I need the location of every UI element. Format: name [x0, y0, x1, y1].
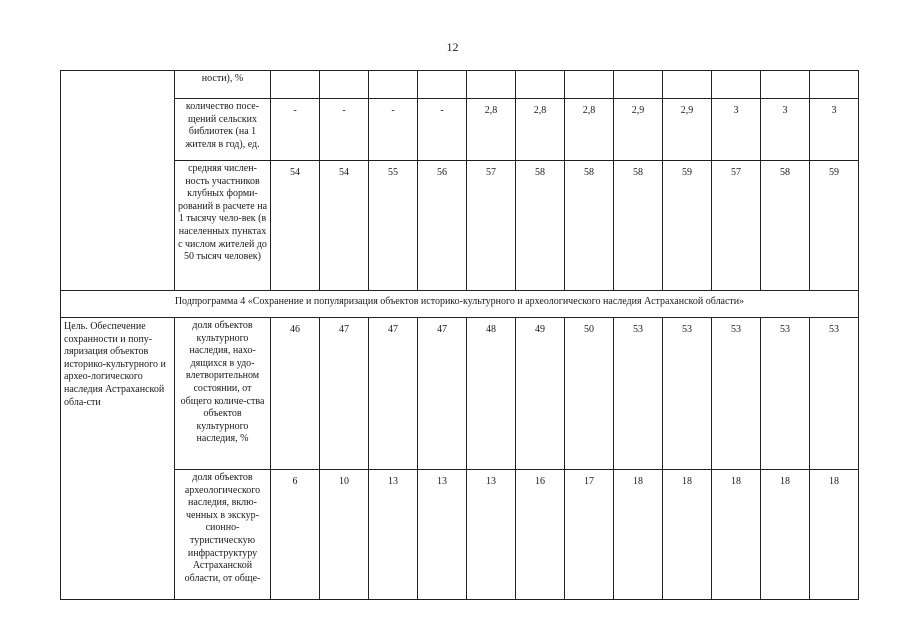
value-cell: 2,9	[614, 99, 663, 161]
value-cell: 2,8	[467, 99, 516, 161]
goal-cell	[61, 71, 175, 291]
value-cell	[761, 71, 810, 99]
value-cell	[467, 71, 516, 99]
indicator-cell: доля объектов культурного наследия, нахо-дящихся в удо-влетворительном состоянии, от общего количе-ства объектов культурного наследия, %	[175, 318, 271, 470]
value-cell: 2,8	[565, 99, 614, 161]
value-cell: 48	[467, 318, 516, 470]
value-cell: 58	[565, 161, 614, 291]
value-cell: 57	[712, 161, 761, 291]
value-cell: 3	[761, 99, 810, 161]
table-row	[61, 71, 859, 99]
table-row	[61, 161, 859, 291]
value-cell: 13	[369, 470, 418, 600]
value-cell: 18	[712, 470, 761, 600]
value-cell: 58	[614, 161, 663, 291]
value-cell: 3	[712, 99, 761, 161]
value-cell: 47	[418, 318, 467, 470]
subprogram-title: Подпрограмма 4 «Сохранение и популяризация объектов историко-культурного и археологического наследия Астраханской области»	[61, 291, 859, 318]
value-cell	[614, 71, 663, 99]
value-cell: 53	[712, 318, 761, 470]
value-cell	[271, 71, 320, 99]
value-cell: 49	[516, 318, 565, 470]
table-row	[61, 318, 859, 470]
value-cell: 50	[565, 318, 614, 470]
value-cell: -	[271, 99, 320, 161]
value-cell: 57	[467, 161, 516, 291]
value-cell: 13	[467, 470, 516, 600]
subprogram-row	[61, 291, 859, 318]
value-cell: 18	[761, 470, 810, 600]
value-cell	[712, 71, 761, 99]
value-cell: 56	[418, 161, 467, 291]
value-cell: 2,8	[516, 99, 565, 161]
indicators-table	[60, 70, 859, 600]
value-cell: 54	[320, 161, 369, 291]
value-cell	[810, 71, 859, 99]
value-cell: -	[320, 99, 369, 161]
value-cell: 58	[761, 161, 810, 291]
goal-cell: Цель. Обеспечение сохранности и попу-ляризация объектов историко-культурного и архео-логического наследия Астраханской обла-сти	[61, 318, 175, 600]
table-row	[61, 470, 859, 600]
value-cell	[565, 71, 614, 99]
value-cell: 18	[614, 470, 663, 600]
table-row	[61, 99, 859, 161]
value-cell: 3	[810, 99, 859, 161]
value-cell: 59	[663, 161, 712, 291]
value-cell: 18	[663, 470, 712, 600]
value-cell: 53	[614, 318, 663, 470]
value-cell: 53	[663, 318, 712, 470]
page-number: 12	[446, 40, 459, 54]
value-cell	[663, 71, 712, 99]
value-cell: 6	[271, 470, 320, 600]
value-cell	[418, 71, 467, 99]
value-cell: 46	[271, 318, 320, 470]
indicator-cell: доля объектов археологического наследия, вклю-ченных в экскур-сионно-туристическую инфраструктуру Астраханской области, от обще-	[175, 470, 271, 600]
value-cell: 55	[369, 161, 418, 291]
value-cell: 58	[516, 161, 565, 291]
indicator-cell: ности), %	[175, 71, 271, 99]
value-cell: 17	[565, 470, 614, 600]
value-cell: 47	[320, 318, 369, 470]
value-cell: 13	[418, 470, 467, 600]
value-cell: 53	[810, 318, 859, 470]
indicator-cell: количество посе-щений сельских библиотек (на 1 жителя в год), ед.	[175, 99, 271, 161]
value-cell	[320, 71, 369, 99]
value-cell: 10	[320, 470, 369, 600]
value-cell	[369, 71, 418, 99]
value-cell: 18	[810, 470, 859, 600]
value-cell: 59	[810, 161, 859, 291]
value-cell: 47	[369, 318, 418, 470]
value-cell: 54	[271, 161, 320, 291]
value-cell	[516, 71, 565, 99]
value-cell: 2,9	[663, 99, 712, 161]
value-cell: -	[418, 99, 467, 161]
indicator-cell: средняя числен-ность участников клубных форми-рований в расчете на 1 тысячу чело-век (в населенных пунктах с числом жителей до 50 тысяч человек)	[175, 161, 271, 291]
value-cell: 16	[516, 470, 565, 600]
value-cell: 53	[761, 318, 810, 470]
value-cell: -	[369, 99, 418, 161]
